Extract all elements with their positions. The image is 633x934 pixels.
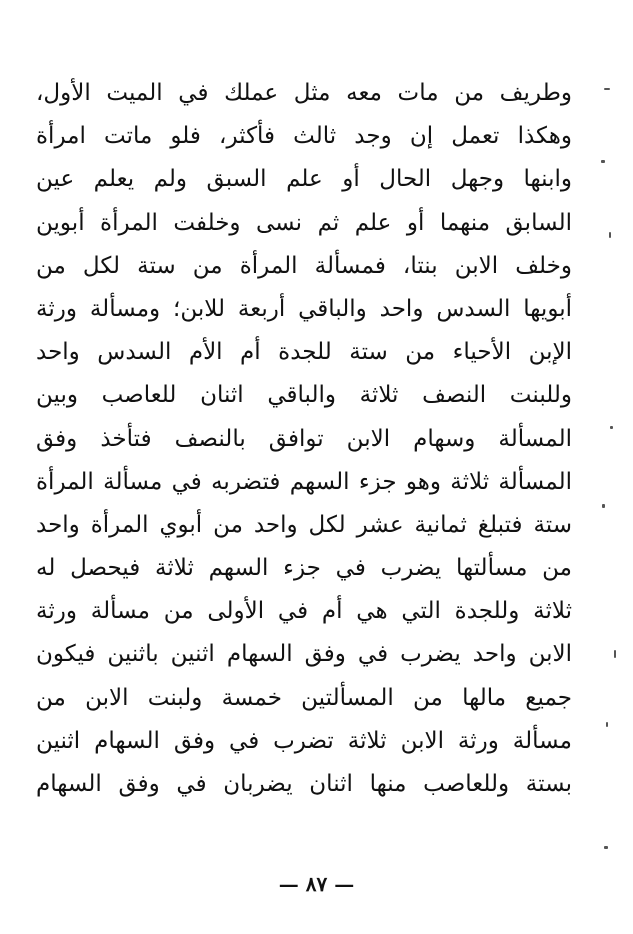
text-line: من مسألتها يضرب في جزء السهم ثلاثة فيحصل له	[36, 555, 572, 582]
text-line: المسألة وسهام الابن توافق بالنصف فتأخذ وفق	[36, 425, 572, 452]
text-line: مسألة ورثة الابن ثلاثة تضرب في وفق السهام اثنين	[36, 727, 572, 754]
scan-speck	[604, 88, 610, 90]
scan-speck	[614, 650, 616, 658]
scan-speck	[604, 846, 608, 849]
text-line: الابن واحد يضرب في وفق السهام اثنين باثنين فيكون	[36, 641, 572, 668]
text-line: وهكذا تعمل إن وجد ثالث فأكثر، فلو ماتت امرأة	[36, 123, 572, 150]
scan-speck	[602, 504, 605, 508]
text-line: وطريف من مات معه مثل عملك في الميت الأول،	[36, 80, 572, 106]
scan-speck	[601, 160, 605, 163]
text-line: السابق منهما أو علم ثم نسى وخلفت المرأة أبوين	[36, 209, 572, 236]
text-line: وللبنت النصف ثلاثة والباقي اثنان للعاصب وبين	[36, 382, 572, 409]
text-line: الإبن الأحياء من ستة للجدة أم الأم السدس واحد	[36, 339, 572, 366]
text-line: أبويها السدس واحد والباقي أربعة للابن؛ ومسألة ورثة	[36, 295, 572, 322]
text-line: بستة وللعاصب منها اثنان يضربان في وفق السهام	[36, 771, 572, 797]
scan-speck	[606, 722, 608, 727]
scan-speck	[610, 426, 613, 429]
page-number: — ٨٧ —	[278, 872, 355, 896]
text-line: المسألة ثلاثة وهو جزء السهم فتضربه في مسألة المرأة	[36, 468, 572, 495]
body-text	[36, 72, 572, 806]
text-line: ثلاثة وللجدة التي هي أم في الأولى من مسألة ورثة	[36, 598, 572, 625]
text-line: وخلف الابن بنتا، فمسألة المرأة من ستة لكل من	[36, 252, 572, 279]
text-line: وابنها وجهل الحال أو علم السبق ولم يعلم عين	[36, 166, 572, 193]
text-line: ستة فتبلغ ثمانية عشر لكل واحد من أبوي المرأة واحد	[36, 511, 572, 538]
scan-speck	[609, 232, 611, 238]
text-line: جميع مالها من المسألتين خمسة ولبنت الابن من	[36, 684, 572, 711]
